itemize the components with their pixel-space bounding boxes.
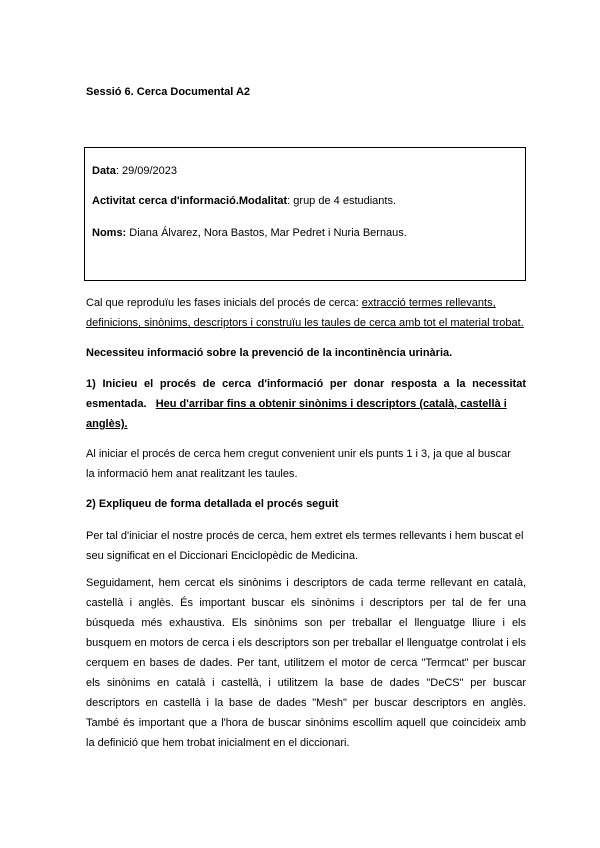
activity-line xyxy=(92,195,396,207)
date-label: Data xyxy=(92,165,116,177)
answer-3-line: busquem en motors de cerca i els descriptors son per treballar el llenguatge controlat i els xyxy=(86,637,526,649)
question-2: 2) Expliqueu de forma detallada el procés seguit xyxy=(86,498,339,510)
answer-1-line-1: Al iniciar el procés de cerca hem cregut convenient unir els punts 1 i 3, ja que al buscar xyxy=(86,448,511,460)
info-box xyxy=(84,147,526,281)
names-line xyxy=(92,227,407,239)
answer-2 xyxy=(86,526,526,566)
answer-3-line: descriptors en castellà i la base de dades "Mesh" per buscar descriptors en anglès. xyxy=(86,697,526,709)
answer-3-line: la definició que hem trobat inicialment en el diccionari. xyxy=(86,737,350,749)
need-info-heading: Necessiteu informació sobre la prevenció de la incontinència urinària. xyxy=(86,347,453,359)
answer-3-line: També és important que a l'hora de buscar sinònims escollim aquell que coincideix amb xyxy=(86,717,526,729)
question-1-line-2 xyxy=(86,394,526,414)
intro-text: Cal que reproduïu les fases inicials del procés de cerca: xyxy=(86,297,362,309)
question-1 xyxy=(86,374,526,434)
names-label: Noms: xyxy=(92,227,127,239)
question-1-line-1: 1) Inicieu el procés de cerca d'informació per donar resposta a la necessitat xyxy=(86,378,526,390)
answer-3-line: búsqueda més exhaustiva. Els sinònims son per treballar el llenguatge lliure i els xyxy=(86,617,526,629)
answer-2-line-2: seu significat en el Diccionari Enciclopèdic de Medicina. xyxy=(86,550,359,562)
answer-3-line: els sinònims en català i castellà, i utilitzem la base de dades "DeCS" per buscar xyxy=(86,677,526,689)
answer-3-line: castellà i anglès. És important buscar els sinònims i descriptors per tal de fer una xyxy=(86,597,526,609)
question-1-plain: esmentada. xyxy=(86,398,147,410)
answer-3-line: cerquem en bases de dades. Per tant, utilitzem el motor de cerca "Termcat" per buscar xyxy=(86,657,526,669)
answer-1-line-2: la informació hem anat realitzant les taules. xyxy=(86,468,298,480)
date-line xyxy=(92,165,177,177)
modality-value: : grup de 4 estudiants. xyxy=(287,195,397,207)
answer-2-line-1: Per tal d'iniciar el nostre procés de cerca, hem extret els termes rellevants i hem buscat el xyxy=(86,530,524,542)
names-value: Diana Álvarez, Nora Bastos, Mar Pedret i Nuria Bernaus. xyxy=(126,227,407,239)
answer-3-line: Seguidament, hem cercat els sinònims i descriptors de cada terme rellevant en català, xyxy=(86,577,526,589)
intro-underlined-1: extracció termes rellevants, xyxy=(361,297,496,309)
intro-line-1 xyxy=(86,293,526,313)
intro-paragraph xyxy=(86,293,526,333)
document-title: Sessió 6. Cerca Documental A2 xyxy=(86,86,251,98)
answer-1 xyxy=(86,444,526,484)
date-value: : 29/09/2023 xyxy=(115,165,178,177)
question-1-line-3: anglès). xyxy=(86,418,128,430)
question-1-underlined: Heu d'arribar fins a obtenir sinònims i descriptors (català, castellà i xyxy=(155,398,507,410)
activity-label: Activitat cerca d'informació. xyxy=(92,195,239,207)
intro-underlined-2: definicions, sinònims, descriptors i construïu les taules de cerca amb tot el material trobat. xyxy=(86,317,524,329)
modality-label: Modalitat xyxy=(238,195,288,207)
answer-3 xyxy=(86,573,526,753)
